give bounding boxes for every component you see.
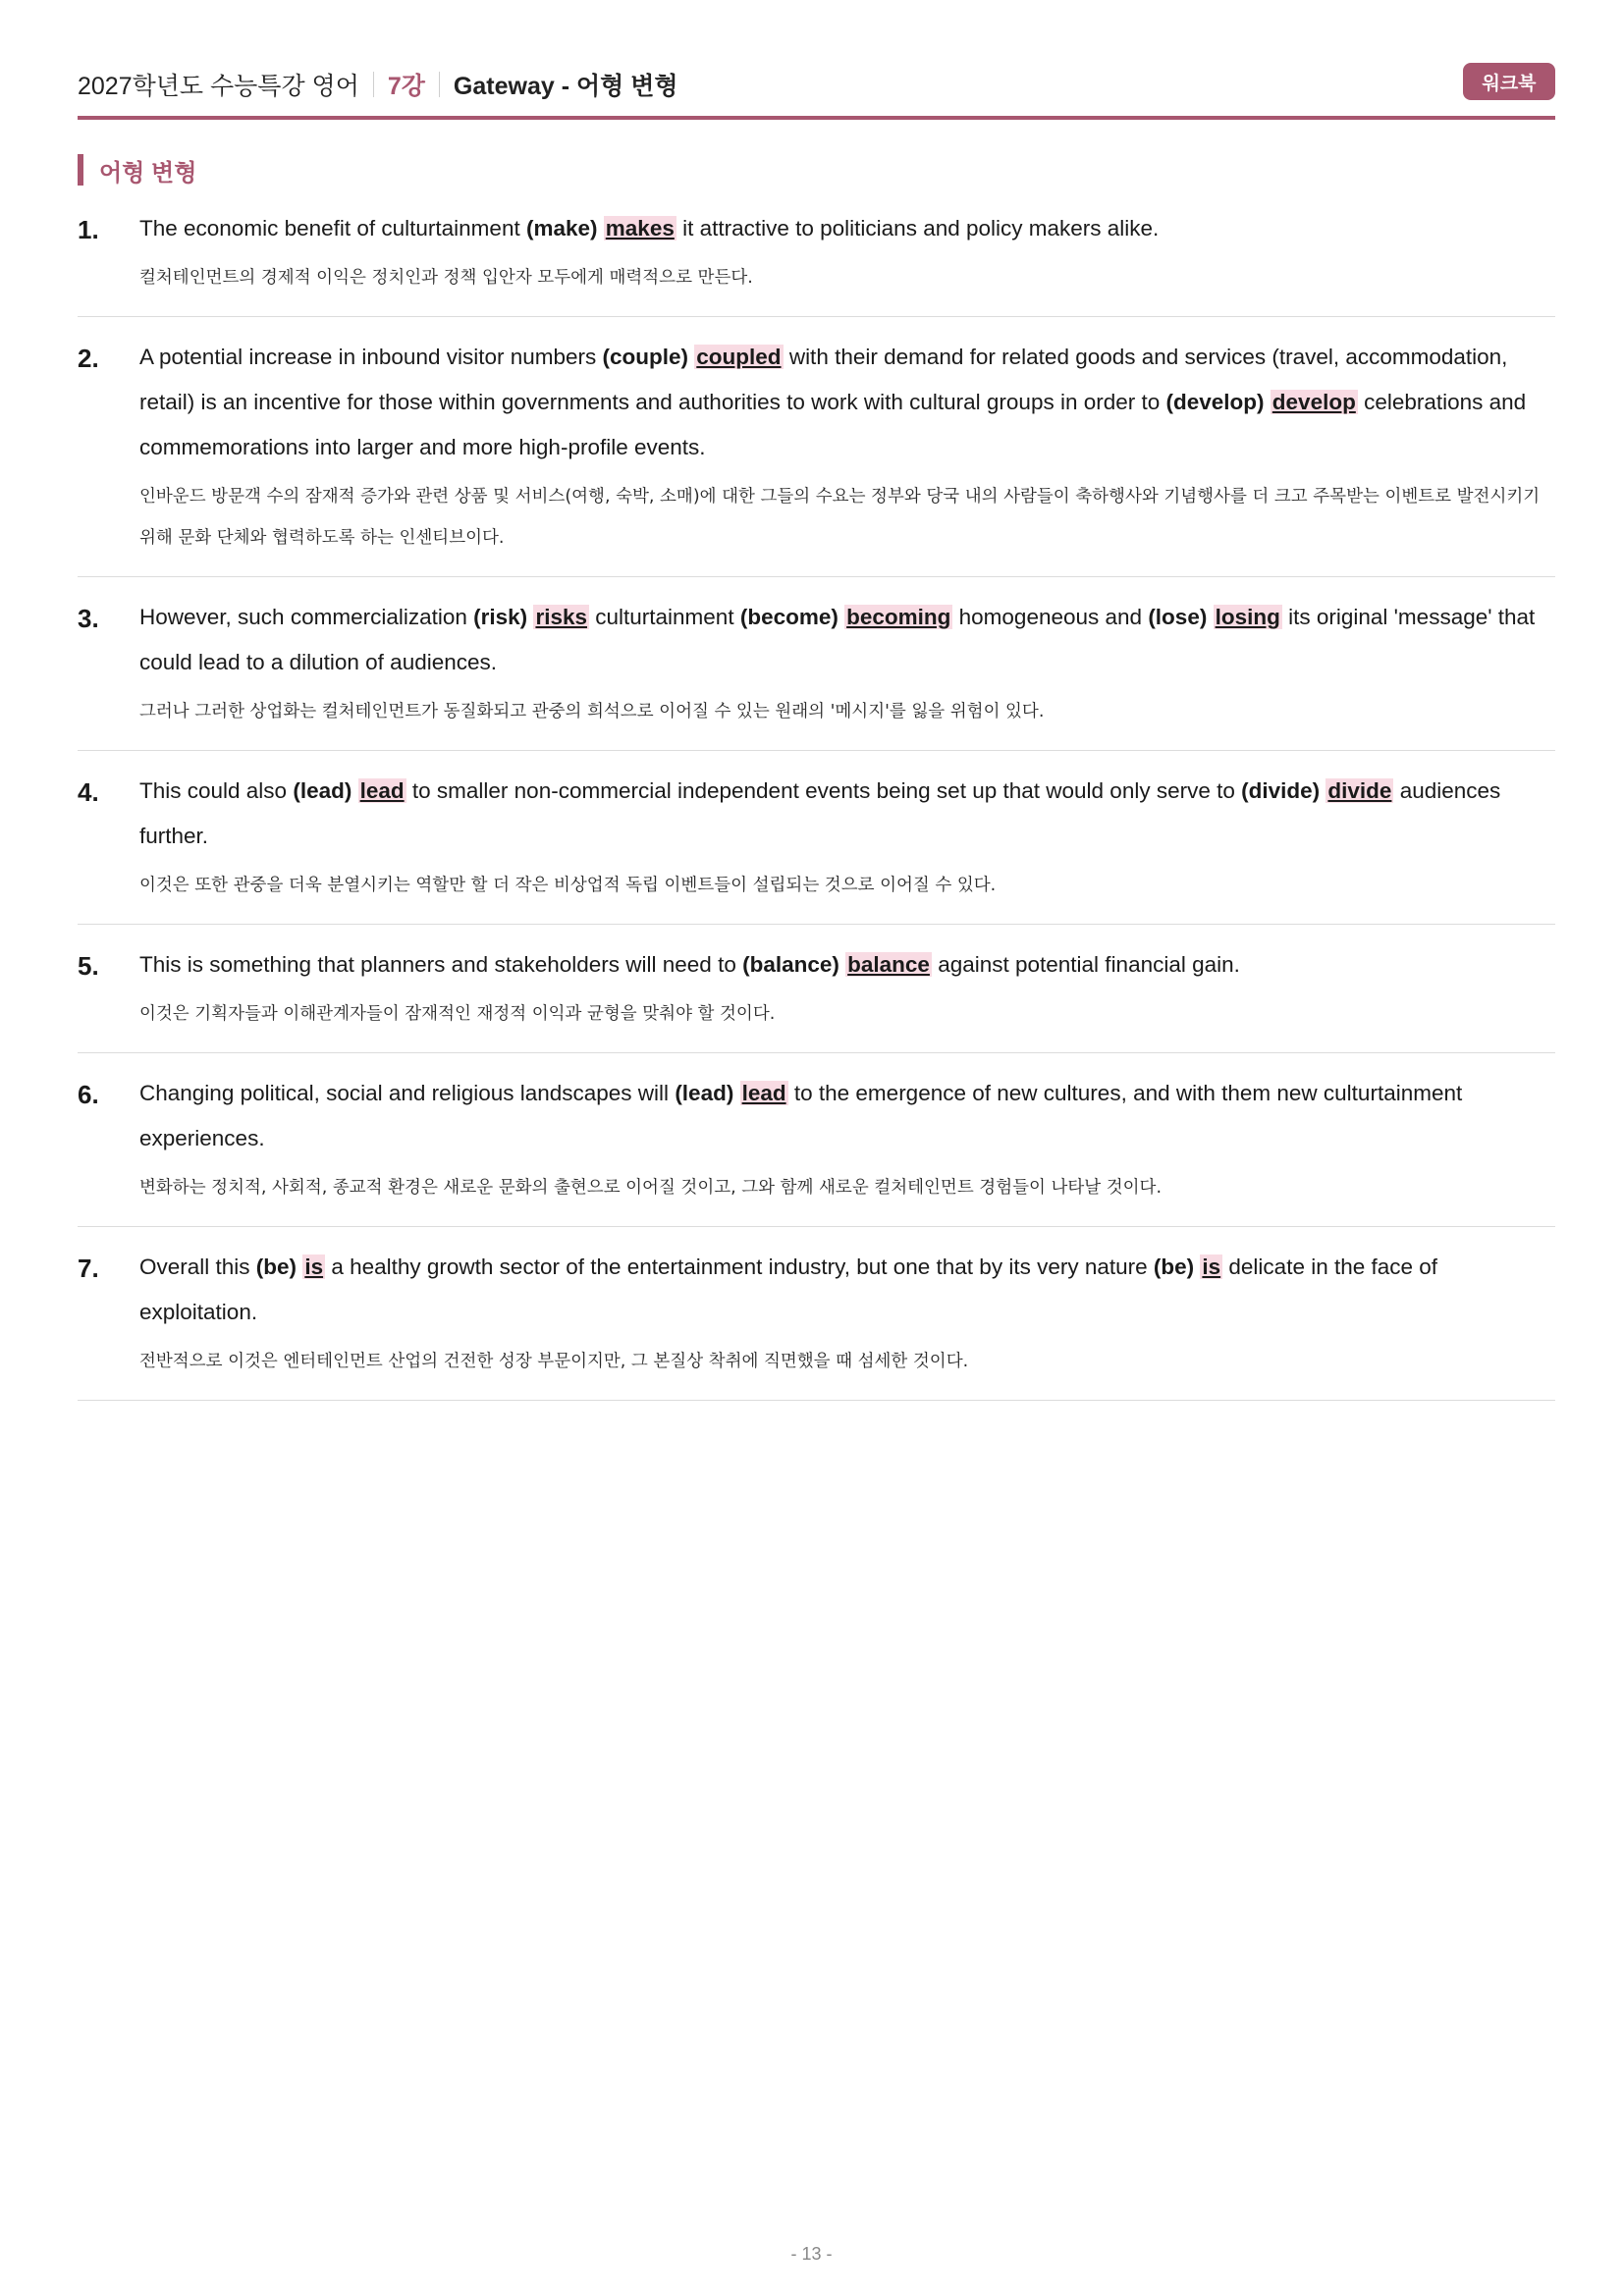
english-sentence <box>139 942 1555 988</box>
exercise-list <box>78 206 1555 1401</box>
answer-word: lead <box>741 1081 786 1105</box>
page-title: Gateway - 어형 변형 <box>453 73 678 100</box>
korean-translation: 이것은 또한 관중을 더욱 분열시키는 역할만 할 더 작은 비상업적 독립 이벤트들이 설립되는 것으로 이어질 수 있다. <box>139 876 997 895</box>
sentence-text: Changing political, social and religious landscapes will <box>139 1081 676 1105</box>
exercise-item <box>78 1227 1555 1401</box>
item-number: 4. <box>78 777 99 807</box>
exercise-item <box>78 751 1555 925</box>
section-title: 어형 변형 <box>99 159 197 187</box>
sentence-text: to the emergence of new cultures, and with them new culturtainment experiences. <box>139 1081 1463 1150</box>
header-divider <box>439 72 440 97</box>
sentence-text: The economic benefit of culturtainment <box>139 216 526 240</box>
sentence-text <box>733 1081 739 1105</box>
english-sentence <box>139 335 1555 470</box>
item-number: 6. <box>78 1080 99 1109</box>
header-divider <box>373 72 374 97</box>
sentence-text <box>1207 605 1213 629</box>
base-form-hint: (develop) <box>1165 390 1265 414</box>
base-form-hint: (couple) <box>602 345 689 369</box>
korean-translation: 전반적으로 이것은 엔터테인먼트 산업의 건전한 성장 부문이지만, 그 본질상 착취에 직면했을 때 섬세한 것이다. <box>139 1352 969 1371</box>
exercise-item <box>78 206 1555 317</box>
english-sentence <box>139 769 1555 859</box>
sentence-text: This could also <box>139 778 294 803</box>
sentence-text: with their demand for related goods and services (travel, accommodation, retail) is an incentive for those within governments and authorities to work with cultural groups in order to <box>139 345 1508 414</box>
page-number: - 13 - <box>790 2244 833 2264</box>
sentence-text <box>598 216 604 240</box>
sentence-text: against potential financial gain. <box>931 952 1240 977</box>
answer-word: lead <box>359 778 405 803</box>
answer-word: coupled <box>696 345 782 369</box>
lesson-number: 7강 <box>387 73 425 100</box>
answer-word: is <box>304 1255 324 1279</box>
item-number: 1. <box>78 215 99 244</box>
answer-word: risks <box>535 605 587 629</box>
sentence-text: Overall this <box>139 1255 256 1279</box>
section-accent-bar <box>78 154 83 186</box>
sentence-text: homogeneous and <box>952 605 1149 629</box>
exercise-item <box>78 925 1555 1053</box>
base-form-hint: (be) <box>1153 1255 1195 1279</box>
sentence-text: delicate in the face of exploitation. <box>139 1255 1438 1324</box>
answer-word: develop <box>1271 390 1356 414</box>
item-number: 5. <box>78 951 99 981</box>
base-form-hint: (lead) <box>293 778 352 803</box>
sentence-text: culturtainment <box>589 605 740 629</box>
answer-word: makes <box>605 216 675 240</box>
english-sentence <box>139 206 1555 251</box>
base-form-hint: (lose) <box>1148 605 1208 629</box>
base-form-hint: (make) <box>525 216 598 240</box>
section-heading <box>78 154 196 186</box>
header-rule <box>78 116 1555 120</box>
item-number: 7. <box>78 1254 99 1283</box>
sentence-text <box>1265 390 1271 414</box>
sentence-text: However, such commercialization <box>139 605 474 629</box>
sentence-text: it attractive to politicians and policy makers alike. <box>676 216 1160 240</box>
korean-translation: 컬처테인먼트의 경제적 이익은 정치인과 정책 입안자 모두에게 매력적으로 만든다. <box>139 268 753 288</box>
page-header <box>78 57 1555 110</box>
english-sentence <box>139 1245 1555 1335</box>
sentence-text: A potential increase in inbound visitor numbers <box>139 345 603 369</box>
base-form-hint: (divide) <box>1241 778 1321 803</box>
exercise-item <box>78 577 1555 751</box>
workbook-badge: 워크북 <box>1463 63 1555 100</box>
item-number: 2. <box>78 344 99 373</box>
answer-word: is <box>1202 1255 1221 1279</box>
sentence-text: a healthy growth sector of the entertainment industry, but one that by its very nature <box>325 1255 1154 1279</box>
answer-word: balance <box>847 952 930 977</box>
sentence-text: to smaller non-commercial independent events being set up that would only serve to <box>406 778 1242 803</box>
english-sentence <box>139 1071 1555 1161</box>
answer-word: losing <box>1215 605 1280 629</box>
sentence-text: its original 'message' that could lead to a dilution of audiences. <box>139 605 1536 674</box>
sentence-text: audiences further. <box>139 778 1501 848</box>
base-form-hint: (risk) <box>473 605 528 629</box>
korean-translation: 변화하는 정치적, 사회적, 종교적 환경은 새로운 문화의 출현으로 이어질 것이고, 그와 함께 새로운 컬처테인먼트 경험들이 나타날 것이다. <box>139 1178 1163 1198</box>
sentence-text <box>352 778 357 803</box>
base-form-hint: (balance) <box>742 952 839 977</box>
item-number: 3. <box>78 604 99 633</box>
base-form-hint: (lead) <box>675 1081 734 1105</box>
course-title: 2027학년도 수능특강 영어 <box>78 73 359 100</box>
korean-translation: 인바운드 방문객 수의 잠재적 증가와 관련 상품 및 서비스(여행, 숙박, 소매)에 대한 그들의 수요는 정부와 당국 내의 사람들이 축하행사와 기념행사를 더 크고 주목받는 이벤트로 발전시키기 위해 문화 단체와 협력하도록 하는 인센티브이다. <box>139 487 1541 548</box>
answer-word: divide <box>1327 778 1392 803</box>
sentence-text: celebrations and commemorations into larger and more high-profile events. <box>139 390 1527 459</box>
sentence-text: This is something that planners and stakeholders will need to <box>139 952 743 977</box>
english-sentence <box>139 595 1555 685</box>
korean-translation: 그러나 그러한 상업화는 컬처테인먼트가 동질화되고 관중의 희석으로 이어질 수 있는 원래의 '메시지'를 잃을 위험이 있다. <box>139 702 1045 721</box>
exercise-item <box>78 317 1555 577</box>
exercise-item <box>78 1053 1555 1227</box>
korean-translation: 이것은 기획자들과 이해관계자들이 잠재적인 재정적 이익과 균형을 맞춰야 할 것이다. <box>139 1004 776 1024</box>
base-form-hint: (become) <box>739 605 839 629</box>
header-breadcrumb <box>78 67 678 102</box>
answer-word: becoming <box>846 605 951 629</box>
base-form-hint: (be) <box>255 1255 298 1279</box>
